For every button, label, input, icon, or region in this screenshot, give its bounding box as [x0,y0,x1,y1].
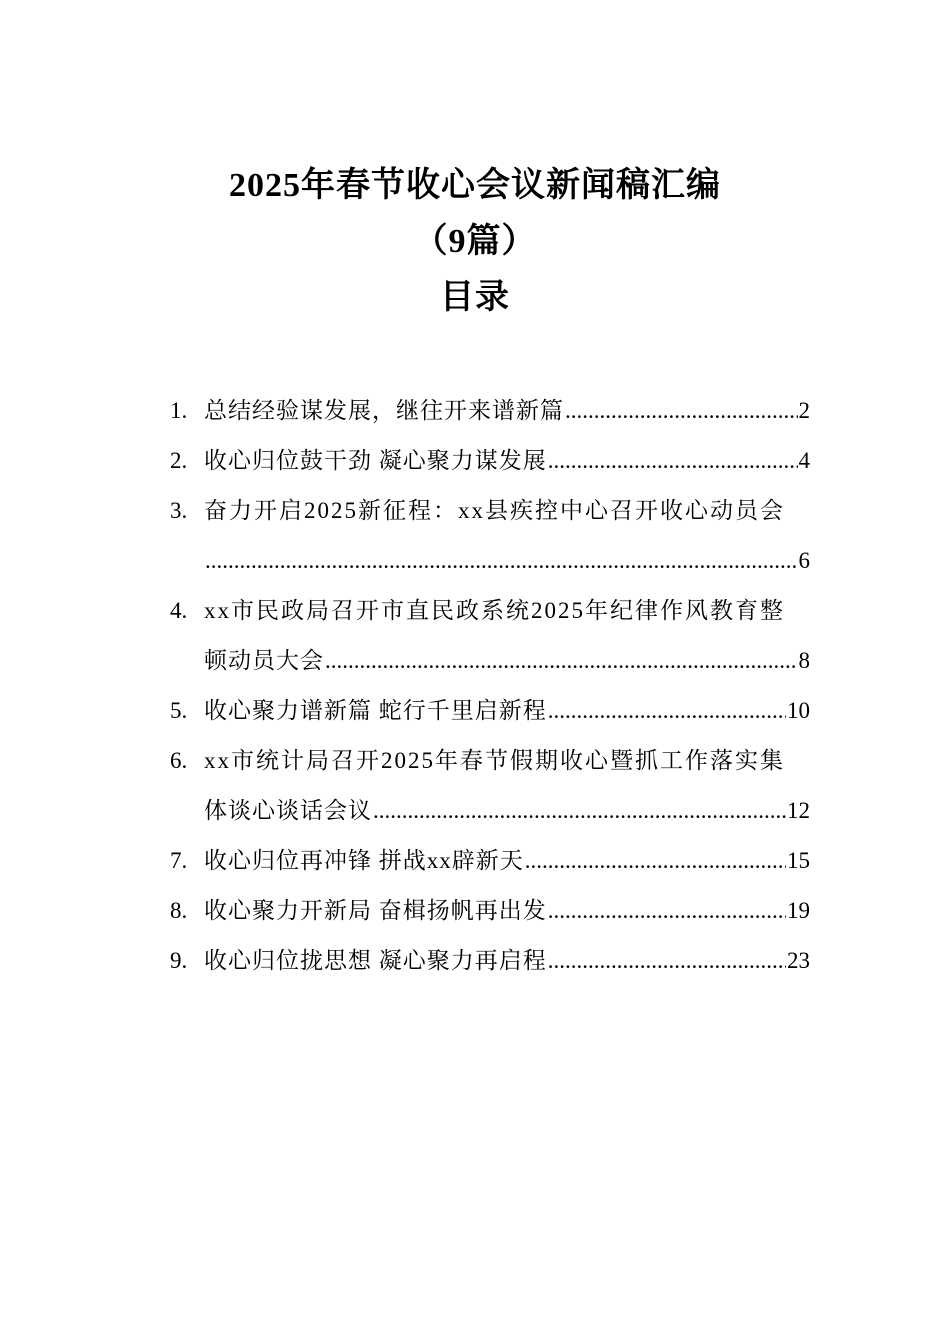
toc-dot-leader [325,636,798,686]
toc-page-number: 6 [798,548,810,573]
toc-entry-line [170,436,810,486]
toc-entry-title: xx市民政局召开市直民政系统2025年纪律作风教育整 [204,598,785,623]
toc-entry-line [170,386,810,436]
toc-page-number: 12 [787,798,810,823]
title-block [0,158,950,326]
toc-page-number: 23 [787,948,810,973]
toc-entry-line [170,786,810,836]
toc-entry[interactable] [170,386,810,436]
toc-entry[interactable] [170,736,810,836]
toc-entry-number: 9. [170,948,188,973]
toc-entry-title: 奋力开启2025新征程：xx县疾控中心召开收心动员会 [204,498,785,523]
toc-entry-line [170,686,810,736]
toc-entry-number: 8. [170,898,188,923]
toc-entry-title: 顿动员大会 [204,648,324,673]
toc-dot-leader [548,686,786,736]
toc-dot-leader [205,536,798,586]
toc-entry-number: 3. [170,498,188,523]
toc-page-number: 15 [787,848,810,873]
toc-page-number: 4 [798,448,810,473]
toc-page-number: 2 [798,398,810,423]
toc-entry[interactable] [170,936,810,986]
toc-dot-leader [565,386,798,436]
toc-entry-number: 1. [170,398,188,423]
toc-entry[interactable] [170,586,810,686]
toc-entry-line [170,886,810,936]
toc-entry-line [170,836,810,886]
toc-dot-leader [548,936,786,986]
toc-entry-line [170,586,810,636]
toc-entry-title: 收心聚力开新局 奋楫扬帆再出发 [204,898,547,923]
toc-entry-line [170,736,810,786]
document-title: 2025年春节收心会议新闻稿汇编 [229,167,721,204]
toc-entry-line [170,636,810,686]
table-of-contents [170,386,810,986]
toc-dot-leader [525,836,786,886]
toc-dot-leader [373,786,786,836]
toc-entry-number: 5. [170,698,188,723]
toc-page-number: 19 [787,898,810,923]
toc-heading: 目录 [440,279,510,316]
toc-entry-title: 收心聚力谱新篇 蛇行千里启新程 [204,698,547,723]
toc-entry-title: 总结经验谋发展，继往开来谱新篇 [204,398,564,423]
toc-entry-number: 7. [170,848,188,873]
toc-entry-title: 收心归位鼓干劲 凝心聚力谋发展 [204,448,547,473]
toc-entry-number: 4. [170,598,188,623]
toc-entry-title: 收心归位拢思想 凝心聚力再启程 [204,948,547,973]
document-subtitle: （9篇） [413,223,537,260]
toc-entry-line [170,486,810,536]
toc-page-number: 10 [787,698,810,723]
toc-entry-number: 2. [170,448,188,473]
toc-entry[interactable] [170,486,810,586]
toc-dot-leader [548,886,786,936]
toc-entry[interactable] [170,836,810,886]
toc-entry-title: 收心归位再冲锋 拼战xx辟新天 [204,848,524,873]
toc-entry-line [170,936,810,986]
toc-entry-title: 体谈心谈话会议 [204,798,372,823]
toc-entry[interactable] [170,686,810,736]
toc-entry-number: 6. [170,748,188,773]
toc-dot-leader [548,436,798,486]
toc-entry[interactable] [170,436,810,486]
toc-entry[interactable] [170,886,810,936]
toc-entry-line [170,536,810,586]
toc-entry-title: xx市统计局召开2025年春节假期收心暨抓工作落实集 [204,748,785,773]
toc-page-number: 8 [798,648,810,673]
